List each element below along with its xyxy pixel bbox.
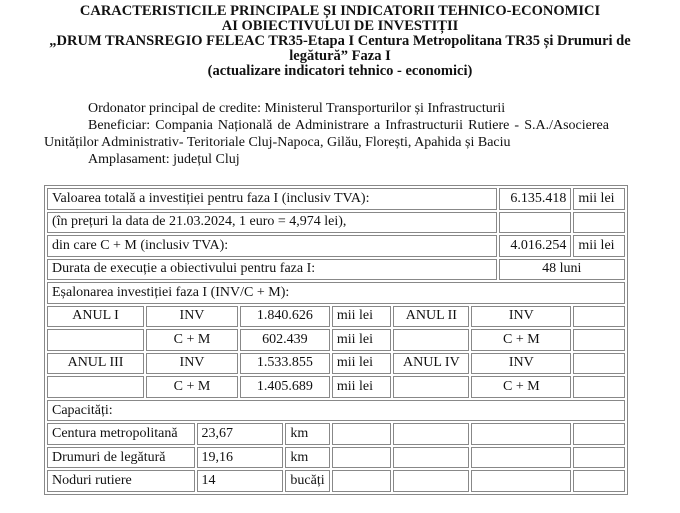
- empty-cell: [332, 423, 392, 445]
- empty-cell: [573, 423, 625, 445]
- an1-inv-value: 1.840.626: [240, 306, 330, 328]
- unit-cell: mii lei: [332, 376, 392, 398]
- empty-cell: [332, 470, 392, 492]
- cm-unit: mii lei: [573, 235, 625, 257]
- noduri-unit: bucăți: [285, 470, 329, 492]
- inv-label: INV: [146, 353, 238, 375]
- header-title-line-4: legătură” Faza I: [289, 48, 391, 64]
- beneficiar-line-2: Unităților Administrativ- Teritoriale Cluj-Napoca, Gilău, Florești, Apahida și Baciu: [44, 135, 511, 150]
- centura-value: 23,67: [197, 423, 284, 445]
- empty-cell: [573, 329, 625, 351]
- empty-cell: [573, 447, 625, 469]
- drumuri-value: 19,16: [197, 447, 284, 469]
- table-row-cm: [47, 235, 625, 257]
- inv-label: INV: [146, 306, 238, 328]
- centura-unit: km: [285, 423, 329, 445]
- empty-cell: [47, 329, 144, 351]
- centura-label: Centura metropolitană: [47, 423, 195, 445]
- unit-cell: mii lei: [332, 329, 392, 351]
- header-title-line-5: (actualizare indicatori tehnico - economici): [207, 63, 473, 79]
- valoare-value: 6.135.418: [499, 188, 572, 210]
- empty-cell: [471, 423, 571, 445]
- preturi-label: (în prețuri la data de 21.03.2024, 1 euro = 4,974 lei),: [47, 212, 497, 234]
- year-label-an3: ANUL III: [47, 353, 144, 375]
- table-row-an3-an4-inv: [47, 353, 625, 375]
- cm-label: din care C + M (inclusiv TVA):: [47, 235, 497, 257]
- empty-cell: [573, 306, 625, 328]
- drumuri-unit: km: [285, 447, 329, 469]
- empty-cell: [393, 376, 469, 398]
- unit-cell: mii lei: [332, 353, 392, 375]
- table-row-esalonare: [47, 282, 625, 304]
- table-row-valoare: [47, 188, 625, 210]
- esalonare-label: Eșalonarea investiției faza I (INV/C + M):: [47, 282, 625, 304]
- table-row-capacitati: [47, 400, 625, 422]
- table-row-drumuri: [47, 447, 625, 469]
- amplasament-line: Amplasament: județul Cluj: [88, 152, 240, 167]
- table-row-an1-an2-cm: [47, 329, 625, 351]
- durata-label: Durata de execuție a obiectivului pentru faza I:: [47, 259, 497, 281]
- document-header: [0, 4, 680, 79]
- durata-value: 48 luni: [499, 259, 625, 281]
- an1-cm-value: 602.439: [240, 329, 330, 351]
- table-row-durata: [47, 259, 625, 281]
- table-row-an3-an4-cm: [47, 376, 625, 398]
- empty-cell: [332, 447, 392, 469]
- an3-inv-value: 1.533.855: [240, 353, 330, 375]
- header-title-line-2: AI OBIECTIVULUI DE INVESTIȚII: [221, 18, 459, 34]
- year-label-an2: ANUL II: [393, 306, 469, 328]
- cm-row-label: C + M: [471, 329, 571, 351]
- empty-cell: [393, 470, 469, 492]
- beneficiar-line-1: Beneficiar: Compania Națională de Administrare a Infrastructurii Rutiere - S.A./Asocierea: [88, 118, 609, 133]
- capacitati-label: Capacități:: [47, 400, 625, 422]
- empty-cell: [471, 470, 571, 492]
- year-label-an4: ANUL IV: [393, 353, 469, 375]
- empty-cell: [573, 212, 625, 234]
- empty-cell: [393, 447, 469, 469]
- empty-cell: [573, 376, 625, 398]
- cm-row-label: C + M: [471, 376, 571, 398]
- empty-cell: [47, 376, 144, 398]
- drumuri-label: Drumuri de legătură: [47, 447, 195, 469]
- an3-cm-value: 1.405.689: [240, 376, 330, 398]
- empty-cell: [499, 212, 572, 234]
- inv-label: INV: [471, 306, 571, 328]
- cm-row-label: C + M: [146, 376, 238, 398]
- noduri-value: 14: [197, 470, 284, 492]
- empty-cell: [573, 470, 625, 492]
- table-row-preturi: [47, 212, 625, 234]
- header-title-line-3: „DRUM TRANSREGIO FELEAC TR35-Etapa I Centura Metropolitana TR35 și Drumuri de: [49, 33, 631, 49]
- table-row-centura: [47, 423, 625, 445]
- header-title-line-1: CARACTERISTICILE PRINCIPALE ȘI INDICATORII TEHNICO-ECONOMICI: [79, 3, 601, 19]
- ordonator-line: Ordonator principal de credite: Ministerul Transporturilor și Infrastructurii: [88, 101, 506, 116]
- empty-cell: [471, 447, 571, 469]
- intro-block: [44, 100, 664, 168]
- table-row-noduri: [47, 470, 625, 492]
- empty-cell: [393, 423, 469, 445]
- indicators-table: [44, 185, 628, 495]
- inv-label: INV: [471, 353, 571, 375]
- noduri-label: Noduri rutiere: [47, 470, 195, 492]
- cm-row-label: C + M: [146, 329, 238, 351]
- valoare-unit: mii lei: [573, 188, 625, 210]
- empty-cell: [573, 353, 625, 375]
- table-row-an1-an2-inv: [47, 306, 625, 328]
- unit-cell: mii lei: [332, 306, 392, 328]
- valoare-label: Valoarea totală a investiției pentru faza I (inclusiv TVA):: [47, 188, 497, 210]
- cm-value: 4.016.254: [499, 235, 572, 257]
- empty-cell: [393, 329, 469, 351]
- year-label-an1: ANUL I: [47, 306, 144, 328]
